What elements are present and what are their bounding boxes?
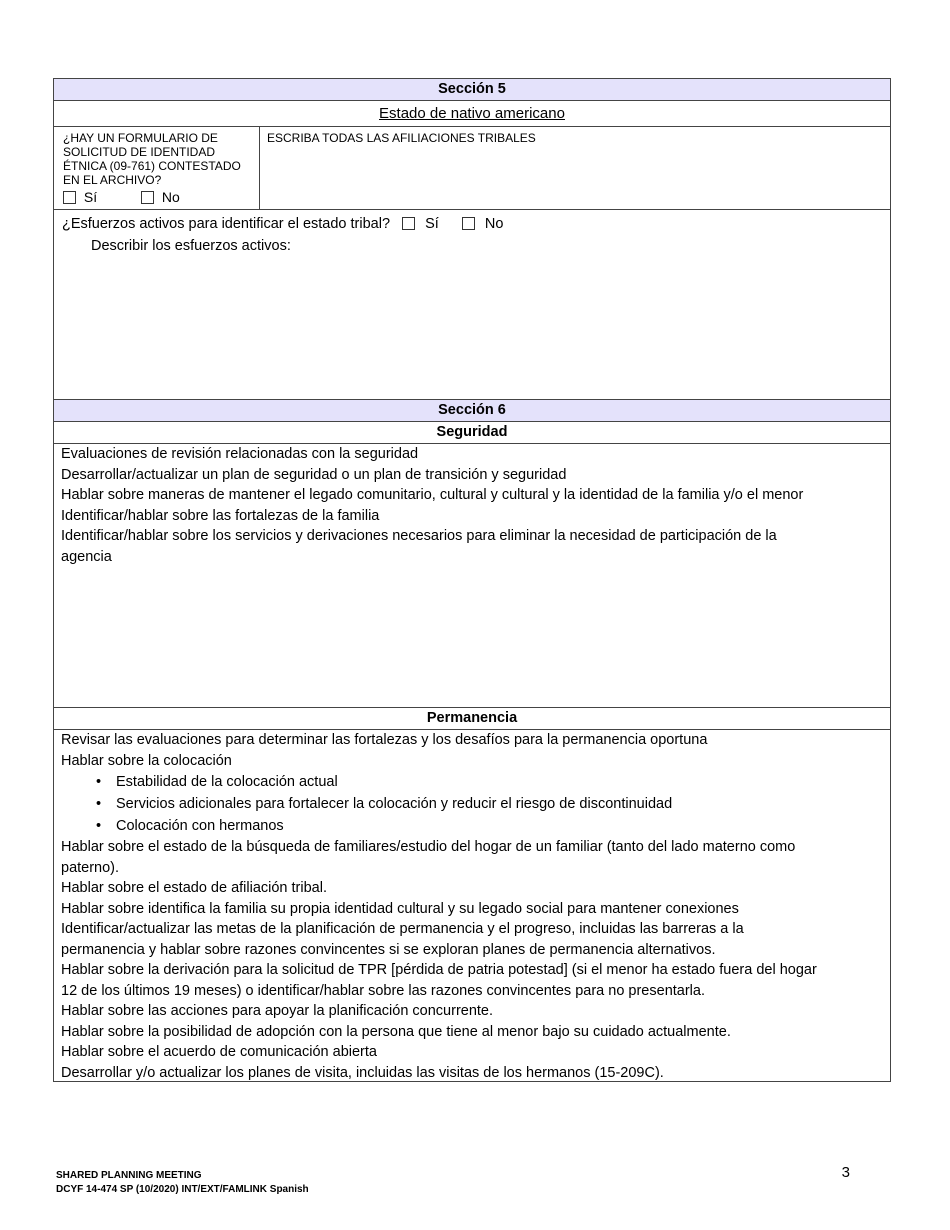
permanency-line: Hablar sobre la derivación para la solicitud de TPR [pérdida de patria potestad] (si el menor ha estado fuera del hogar [61, 962, 817, 978]
ethnic-form-question-cell [53, 127, 260, 210]
placement-bullet: • Servicios adicionales para fortalecer la colocación y reducir el riesgo de discontinuidad [61, 793, 890, 815]
ethnic-form-question-line: EN EL ARCHIVO? [63, 173, 162, 187]
safety-line: Evaluaciones de revisión relacionadas con la seguridad [61, 446, 419, 462]
tribal-affiliations-label: ESCRIBA TODAS LAS AFILIACIONES TRIBALES [267, 131, 536, 145]
safety-line: agencia [61, 548, 112, 565]
active-efforts-yes-label: Sí [425, 216, 439, 232]
permanency-line: Hablar sobre el acuerdo de comunicación abierta [61, 1044, 377, 1060]
ethnic-form-yes-checkbox[interactable] [63, 191, 76, 204]
permanency-line: Hablar sobre las acciones para apoyar la planificación concurrente. [61, 1003, 494, 1019]
active-efforts-area[interactable] [53, 210, 891, 399]
footer [56, 1169, 556, 1197]
active-efforts-question: ¿Esfuerzos activos para identificar el estado tribal? [62, 216, 391, 232]
footer-form-name: SHARED PLANNING MEETING [56, 1170, 202, 1181]
permanency-line: Hablar sobre la posibilidad de adopción con la persona que tiene al menor bajo su cuidado actualmente. [61, 1023, 731, 1040]
safety-title: Seguridad [436, 424, 508, 440]
permanency-line: Revisar las evaluaciones para determinar las fortalezas y los desafíos para la permanencia oportuna [61, 732, 708, 748]
permanency-header [53, 707, 891, 730]
active-efforts-no-checkbox[interactable] [462, 217, 475, 230]
active-efforts-yes-checkbox[interactable] [402, 217, 415, 230]
permanency-line: Hablar sobre el estado de la búsqueda de familiares/estudio del hogar de un familiar (tanto del lado materno como [61, 839, 796, 855]
ethnic-form-no-checkbox[interactable] [141, 191, 154, 204]
section-5-header [53, 78, 891, 101]
permanency-content [53, 730, 891, 1082]
describe-efforts-label: Describir los esfuerzos activos: [91, 238, 291, 254]
placement-bullet: • Estabilidad de la colocación actual [61, 771, 890, 793]
safety-line: Identificar/hablar sobre las fortalezas de la familia [61, 507, 380, 524]
section-6-header [53, 399, 891, 422]
safety-content [53, 444, 891, 707]
permanency-line: permanencia y hablar sobre razones convincentes si se exploran planes de permanencia alternativos. [61, 941, 716, 958]
section-5-title: Sección 5 [438, 81, 506, 97]
safety-line: Desarrollar/actualizar un plan de seguridad o un plan de transición y seguridad [61, 466, 567, 483]
ethnic-form-question-line: SOLICITUD DE IDENTIDAD [63, 145, 216, 159]
page-number: 3 [841, 1164, 850, 1181]
safety-line: Hablar sobre maneras de mantener el legado comunitario, cultural y cultural y la identidad de la familia y/o el menor [61, 487, 804, 503]
tribal-affiliations-cell[interactable] [260, 127, 891, 210]
placement-bullet: • Colocación con hermanos [61, 815, 890, 837]
safety-header [53, 422, 891, 444]
ethnic-form-question-line: ÉTNICA (09-761) CONTESTADO [63, 159, 241, 173]
ethnic-form-yes-label: Sí [83, 189, 98, 205]
safety-line: Identificar/hablar sobre los servicios y derivaciones necesarios para eliminar la necesidad de participación de la [61, 528, 777, 544]
section-6-title: Sección 6 [438, 402, 506, 418]
section-5-subtitle: Estado de nativo americano [379, 105, 565, 122]
footer-form-code: DCYF 14-474 SP (10/2020) INT/EXT/FAMLINK Spanish [56, 1184, 309, 1195]
permanency-line: Hablar sobre identifica la familia su propia identidad cultural y su legado social para mantener conexiones [61, 900, 739, 917]
ethnic-form-no-label: No [161, 189, 180, 205]
permanency-line: Identificar/actualizar las metas de la planificación de permanencia y el progreso, incluidas las barreras a la [61, 921, 744, 937]
ethnic-form-question-line: ¿HAY UN FORMULARIO DE [63, 131, 218, 145]
permanency-line: Hablar sobre el estado de afiliación tribal. [61, 880, 327, 896]
active-efforts-no-label: No [484, 216, 504, 232]
permanency-line: Hablar sobre la colocación [61, 752, 232, 769]
permanency-title: Permanencia [426, 710, 518, 726]
permanency-line: 12 de los últimos 19 meses) o identificar/hablar sobre las razones convincentes para no presentarla. [61, 982, 705, 999]
permanency-line: Desarrollar y/o actualizar los planes de visita, incluidas las visitas de los hermanos (15-209C). [61, 1064, 664, 1081]
section-5-subtitle-row [53, 101, 891, 127]
permanency-line: paterno). [61, 859, 120, 876]
